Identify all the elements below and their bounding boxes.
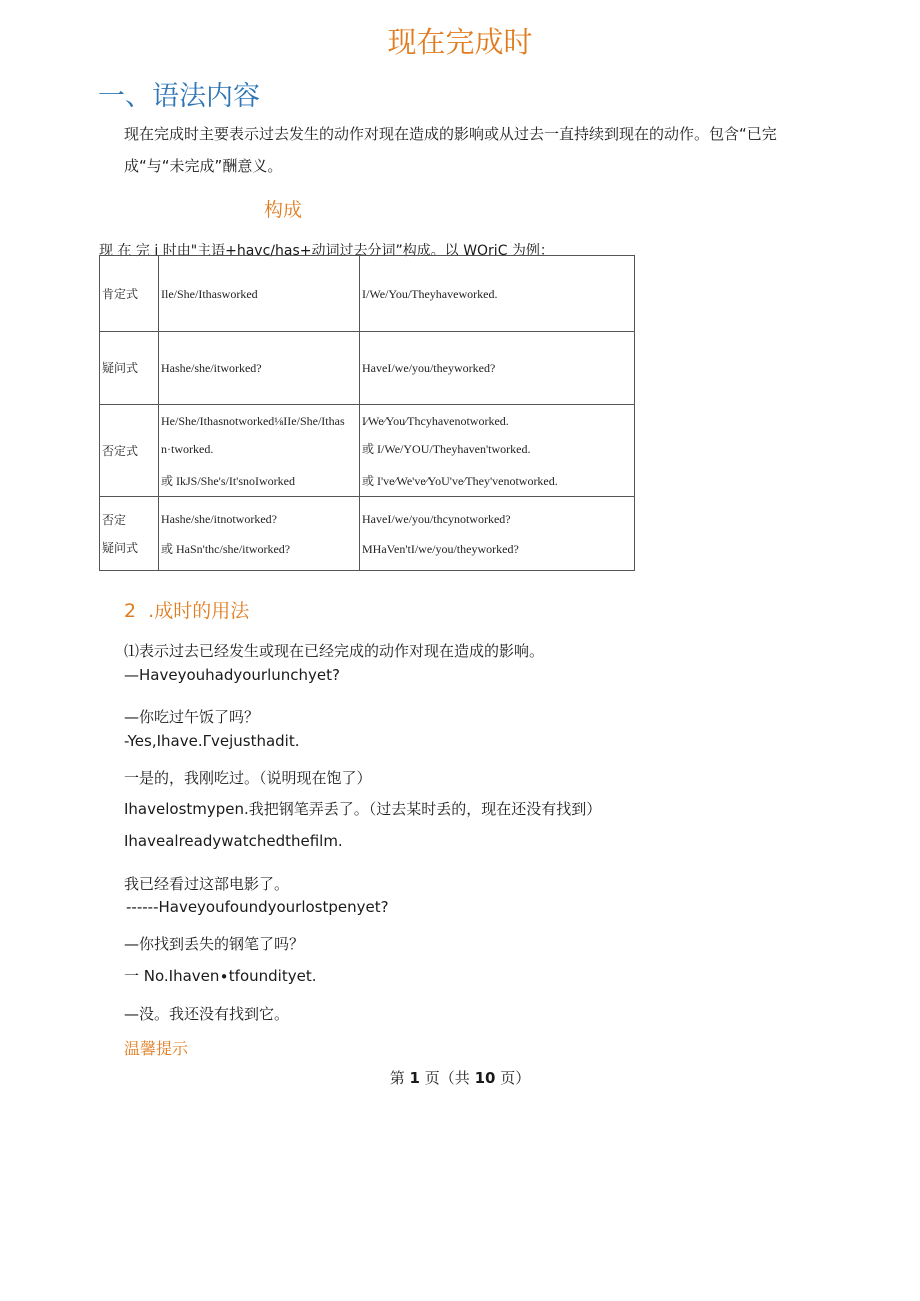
section-heading-grammar: 一、语法内容 (98, 81, 260, 112)
example-zh: 一是的，我刚吃过。（说明现在饱了） (124, 769, 372, 787)
example-en: —Haveyouhadyourlunchyet? (124, 666, 340, 684)
total-page-count: 10 (474, 1069, 496, 1087)
label-text: 否定式 (102, 443, 139, 458)
example-en: Ihavealreadywatchedthefilm. (124, 832, 343, 850)
row-label (100, 405, 159, 497)
intro-line-1: 现在完成时主要表示过去发生的动作对现在造成的影响或从过去一直持续到现在的动作。包含“已完 (124, 125, 777, 143)
example-en: ------Haveyoufoundyourlostpenyet? (126, 898, 389, 916)
composition-note: 现 在 完 i 时由"主语+havc∕has+动词过去分词”构成。以 WOriC 为例： (99, 243, 554, 259)
cell-text: 或 I/We/YOU/Theyhaven'tworked. (362, 441, 531, 456)
composition-heading: 构成 (264, 199, 303, 221)
table-row-negative (100, 405, 635, 497)
row-label (100, 256, 159, 332)
usage-heading: 2 .成时的用法 (124, 600, 250, 622)
footer-prefix: 第 (389, 1069, 405, 1087)
cell-text: HaveI/we/you/thcynotworked? (362, 511, 511, 526)
table-row-interrogative (100, 332, 635, 405)
table-row-negative-interrogative (100, 497, 635, 571)
page-title: 现在完成时 (387, 25, 533, 59)
footer-suffix: 页） (500, 1069, 531, 1087)
cell-text: 或 HaSn'thc/she/itworked? (161, 541, 291, 556)
cell-text: Hashe/she/itworked? (161, 361, 262, 375)
row-label (100, 332, 159, 405)
example-en: -Yes,Ihave.Γvejusthadit. (124, 732, 300, 750)
cell-third-person (159, 332, 360, 405)
cell-text: Ile/She/Ithasworked (161, 286, 258, 301)
usage-line: ⑴表示过去已经发生或现在已经完成的动作对现在造成的影响。 (124, 642, 545, 660)
example-zh: —你吃过午饭了吗？ (124, 708, 260, 726)
cell-text: MHaVen'tI/we/you/theyworked? (362, 541, 519, 556)
label-text: 疑问式 (102, 361, 139, 375)
label-text: 疑问式 (102, 540, 139, 555)
label-text: 否定 (102, 512, 127, 527)
cell-third-person (159, 405, 360, 497)
cell-text: 或 I've∕We've∕YoU've∕They'venotworked. (362, 473, 558, 488)
example-lost-pen-zh: 我把钢笔弄丢了。（过去某时丢的，现在还没有找到） (248, 800, 602, 818)
cell-text: 或 IkJS/She's/It'snoIworked (161, 473, 295, 488)
tip-label: 温馨提示 (124, 1039, 189, 1058)
example-zh: —你找到丢失的钢笔了吗？ (124, 935, 305, 953)
cell-other-persons (360, 497, 635, 571)
example-zh: —没。我还没有找到它。 (124, 1005, 290, 1023)
row-label (100, 497, 159, 571)
example-lost-pen (124, 798, 601, 819)
cell-text: He/She/Ithasnotworked⅛IIe/She/Ithas (161, 413, 345, 428)
page-footer (0, 1067, 920, 1088)
cell-text: I/We/You/Theyhaveworked. (362, 286, 498, 301)
label-text: 肯定式 (102, 286, 139, 301)
cell-text: n·tworked. (161, 441, 214, 456)
cell-third-person (159, 256, 360, 332)
example-en: 一 No.Ihaven∙tfounditye​t. (124, 967, 317, 985)
cell-other-persons (360, 332, 635, 405)
cell-third-person (159, 497, 360, 571)
example-zh: 我已经看过这部电影了。 (124, 875, 290, 893)
table-row-affirmative (100, 256, 635, 332)
cell-text: I∕We∕You∕Thcyhavenotworked. (362, 413, 509, 428)
cell-text: HaveI/we/you/theyworked? (362, 361, 496, 375)
current-page-number: 1 (409, 1069, 420, 1087)
cell-other-persons (360, 405, 635, 497)
grammar-table (99, 255, 635, 571)
intro-line-2: 成“与“未完成”酬意义。 (124, 157, 283, 175)
cell-text: Hashe/she/itnotworked? (161, 511, 277, 526)
cell-other-persons (360, 256, 635, 332)
footer-mid: 页（共 (424, 1069, 470, 1087)
example-lost-pen-en: Ihavelostmypen. (124, 800, 249, 818)
